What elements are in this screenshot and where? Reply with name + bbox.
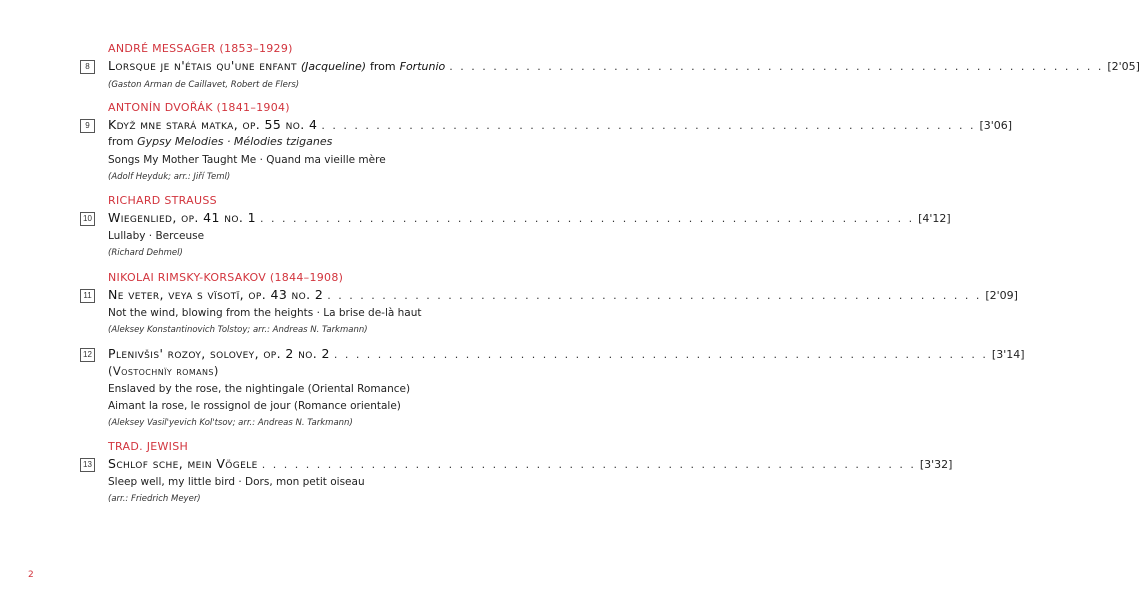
track-title	[108, 346, 1025, 361]
composer-heading: ANDRÉ MESSAGER (1853–1929)	[108, 42, 293, 55]
track-title-text: Když mne stará matka, op. 55 no. 4	[108, 117, 318, 132]
track-title-text: Wiegenlied, op. 41 no. 1	[108, 210, 256, 225]
source-line	[108, 135, 332, 148]
track-duration: [3'32]	[919, 458, 953, 471]
dot-leader: . . . . . . . . . . . . . . . . . . . . . . . . . . . . . . . . . . . . . . . . . . . . . . . . . . . . . . . . . . . .	[327, 289, 982, 302]
track-number: 8	[80, 60, 95, 74]
track-title-from: from	[370, 60, 396, 73]
track-title	[108, 58, 1140, 73]
track-subtitle: (Vostochnïy romans)	[108, 364, 219, 378]
track-number: 10	[80, 212, 95, 226]
page-number: 2	[28, 570, 34, 580]
dot-leader: . . . . . . . . . . . . . . . . . . . . . . . . . . . . . . . . . . . . . . . . . . . . . . . . . . . . . . . . . . . .	[321, 119, 976, 132]
translation-line: Sleep well, my little bird · Dors, mon petit oiseau	[108, 476, 365, 488]
dot-leader: . . . . . . . . . . . . . . . . . . . . . . . . . . . . . . . . . . . . . . . . . . . . . . . . . . . . . . . . . . . .	[449, 60, 1104, 73]
composer-heading: ANTONÍN DVOŘÁK (1841–1904)	[108, 101, 290, 114]
track-title-role: (Jacqueline)	[300, 60, 367, 73]
credit-line: (Richard Dehmel)	[108, 248, 183, 258]
track-duration: [3'06]	[979, 119, 1013, 132]
composer-heading: NIKOLAI RIMSKY-KORSAKOV (1844–1908)	[108, 271, 344, 284]
track-title-work: Fortunio	[399, 60, 446, 73]
track-title-text: Lorsque je n'étais qu'une enfant	[108, 58, 297, 73]
track-number: 11	[80, 289, 95, 303]
track-title	[108, 210, 951, 225]
track-number: 12	[80, 348, 95, 362]
track-duration: [2'09]	[985, 289, 1018, 302]
composer-heading: TRAD. JEWISH	[108, 440, 189, 453]
track-duration: [4'12]	[918, 212, 951, 225]
composer-heading: RICHARD STRAUSS	[108, 194, 217, 207]
track-title-text: Schlof sche, mein Vögele	[108, 456, 258, 471]
track-number: 9	[80, 119, 95, 133]
track-title	[108, 287, 1018, 302]
translation-line: Aimant la rose, le rossignol de jour (Romance orientale)	[108, 400, 401, 412]
track-title-text: Ne veter, veya s vïsotï, op. 43 no. 2	[108, 287, 324, 302]
source-work: Gypsy Melodies · Mélodies tziganes	[137, 135, 333, 148]
dot-leader: . . . . . . . . . . . . . . . . . . . . . . . . . . . . . . . . . . . . . . . . . . . . . . . . . . . . . . . . . . . .	[261, 458, 916, 471]
source-prefix: from	[108, 135, 134, 148]
track-duration: [2'05]	[1107, 60, 1140, 73]
dot-leader: . . . . . . . . . . . . . . . . . . . . . . . . . . . . . . . . . . . . . . . . . . . . . . . . . . . . . . . . . . . .	[259, 212, 915, 225]
track-title	[108, 456, 953, 471]
translation-line: Enslaved by the rose, the nightingale (Oriental Romance)	[108, 383, 411, 395]
track-duration: [3'14]	[991, 348, 1025, 361]
translation-line: Not the wind, blowing from the heights · La brise de-là haut	[108, 307, 422, 319]
credit-line: (arr.: Friedrich Meyer)	[108, 494, 201, 504]
credit-line: (Adolf Heyduk; arr.: Jiří Teml)	[108, 172, 231, 182]
credit-line: (Aleksey Konstantinovich Tolstoy; arr.: Andreas N. Tarkmann)	[108, 325, 368, 335]
track-title	[108, 117, 1013, 132]
credit-line: (Gaston Arman de Caillavet, Robert de Flers)	[108, 80, 300, 90]
translation-line: Lullaby · Berceuse	[108, 230, 205, 242]
credit-line: (Aleksey Vasil'yevich Kol'tsov; arr.: Andreas N. Tarkmann)	[108, 418, 353, 428]
translation-line: Songs My Mother Taught Me · Quand ma vieille mère	[108, 154, 386, 166]
track-title-text: Plenivšis' rozoy, solovey, op. 2 no. 2	[108, 346, 330, 361]
track-number: 13	[80, 458, 95, 472]
dot-leader: . . . . . . . . . . . . . . . . . . . . . . . . . . . . . . . . . . . . . . . . . . . . . . . . . . . . . . . . . . . .	[333, 348, 988, 361]
